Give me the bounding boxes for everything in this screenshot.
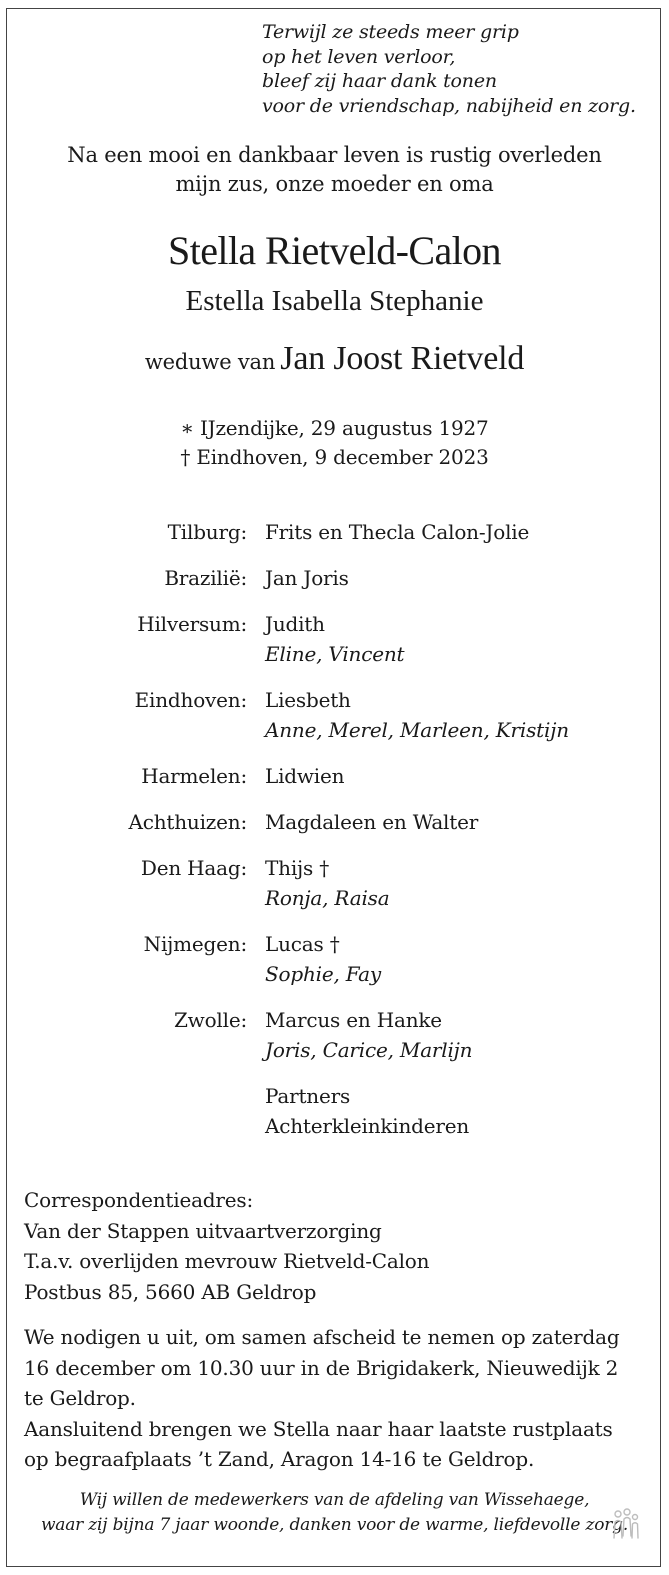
family-city: Eindhoven: (134, 688, 247, 712)
family-city: Nijmegen: (143, 932, 247, 956)
death-date: † Eindhoven, 9 december 2023 (180, 444, 489, 469)
family-list (0, 517, 669, 1141)
contact-line: T.a.v. overlijden mevrouw Rietveld-Calon (24, 1249, 430, 1273)
motto-line: voor de vriendschap, nabijheid en zorg. (262, 94, 636, 117)
family-grandchildren: Joris, Carice, Marlijn (265, 1038, 473, 1062)
thanks-note (0, 1488, 669, 1538)
family-grandchildren: Sophie, Fay (265, 962, 381, 986)
family-names: Magdaleen en Walter (265, 810, 479, 834)
family-city: Den Haag: (140, 856, 247, 880)
family-row (0, 761, 669, 791)
contact-line: Postbus 85, 5660 AB Geldrop (24, 1279, 317, 1304)
motto (262, 20, 636, 118)
widow-prefix: weduwe van (144, 350, 276, 374)
correspondence-address (24, 1185, 429, 1307)
ceremony-line: Aansluitend brengen we Stella naar haar laatste rustplaats (24, 1416, 613, 1441)
contact-line: Correspondentieadres: (24, 1188, 254, 1212)
ceremony-invitation (24, 1322, 619, 1475)
family-names: Jan Joris (265, 566, 349, 590)
birth-date: ∗ IJzendijke, 29 augustus 1927 (180, 416, 489, 440)
family-city: Achthuizen: (128, 810, 247, 834)
family-row (0, 929, 669, 989)
motto-line: bleef zij haar dank tonen (262, 70, 497, 92)
family-grandchildren: Eline, Vincent (265, 642, 405, 666)
family-names: Partners (265, 1084, 351, 1108)
thanks-line: Wij willen de medewerkers van de afdeling van Wissehaege, (79, 1490, 590, 1510)
family-grandchildren: Ronja, Raisa (265, 886, 390, 910)
ceremony-line: We nodigen u uit, om samen afscheid te nemen op zaterdag (24, 1325, 620, 1349)
ceremony-line: op begraafplaats ’t Zand, Aragon 14-16 te Geldrop. (24, 1447, 535, 1471)
family-row (0, 685, 669, 745)
life-dates (0, 414, 669, 471)
family-names: Frits en Thecla Calon-Jolie (265, 520, 530, 544)
family-row (0, 609, 669, 669)
intro-line: Na een mooi en dankbaar leven is rustig overleden (67, 143, 602, 167)
intro-text (0, 141, 669, 199)
family-row (0, 1081, 669, 1141)
family-names: Lucas † (265, 932, 340, 956)
deceased-name: Stella Rietveld-Calon (168, 228, 501, 273)
family-names: Judith (265, 612, 325, 636)
family-figures-icon (612, 1508, 640, 1540)
family-row (0, 807, 669, 837)
motto-line: Terwijl ze steeds meer grip (262, 21, 519, 43)
family-names: Thijs † (265, 856, 330, 880)
family-city: Harmelen: (141, 764, 247, 788)
family-grandchildren: Anne, Merel, Marleen, Kristijn (265, 718, 569, 742)
family-names: Achterkleinkinderen (265, 1114, 470, 1138)
family-row (0, 563, 669, 593)
thanks-line: waar zij bijna 7 jaar woonde, danken voor de warme, liefdevolle zorg. (40, 1515, 629, 1535)
family-row (0, 1005, 669, 1065)
family-city: Tilburg: (167, 520, 247, 544)
contact-line: Van der Stappen uitvaartverzorging (24, 1218, 382, 1243)
intro-line: mijn zus, onze moeder en oma (175, 172, 494, 196)
family-row (0, 517, 669, 547)
family-city: Brazilië: (164, 566, 247, 590)
husband-name: Jan Joost Rietveld (280, 340, 525, 377)
family-city: Hilversum: (137, 612, 247, 636)
given-names: Estella Isabella Stephanie (185, 285, 484, 317)
motto-line: op het leven verloor, (262, 45, 456, 68)
family-names: Marcus en Hanke (265, 1008, 442, 1032)
family-names: Lidwien (265, 764, 345, 788)
ceremony-line: te Geldrop. (24, 1386, 136, 1410)
family-row (0, 853, 669, 913)
widow-line (0, 340, 669, 378)
family-names: Liesbeth (265, 688, 351, 712)
ceremony-line: 16 december om 10.30 uur in de Brigidakerk, Nieuwedijk 2 (24, 1355, 619, 1380)
family-city: Zwolle: (173, 1008, 247, 1032)
